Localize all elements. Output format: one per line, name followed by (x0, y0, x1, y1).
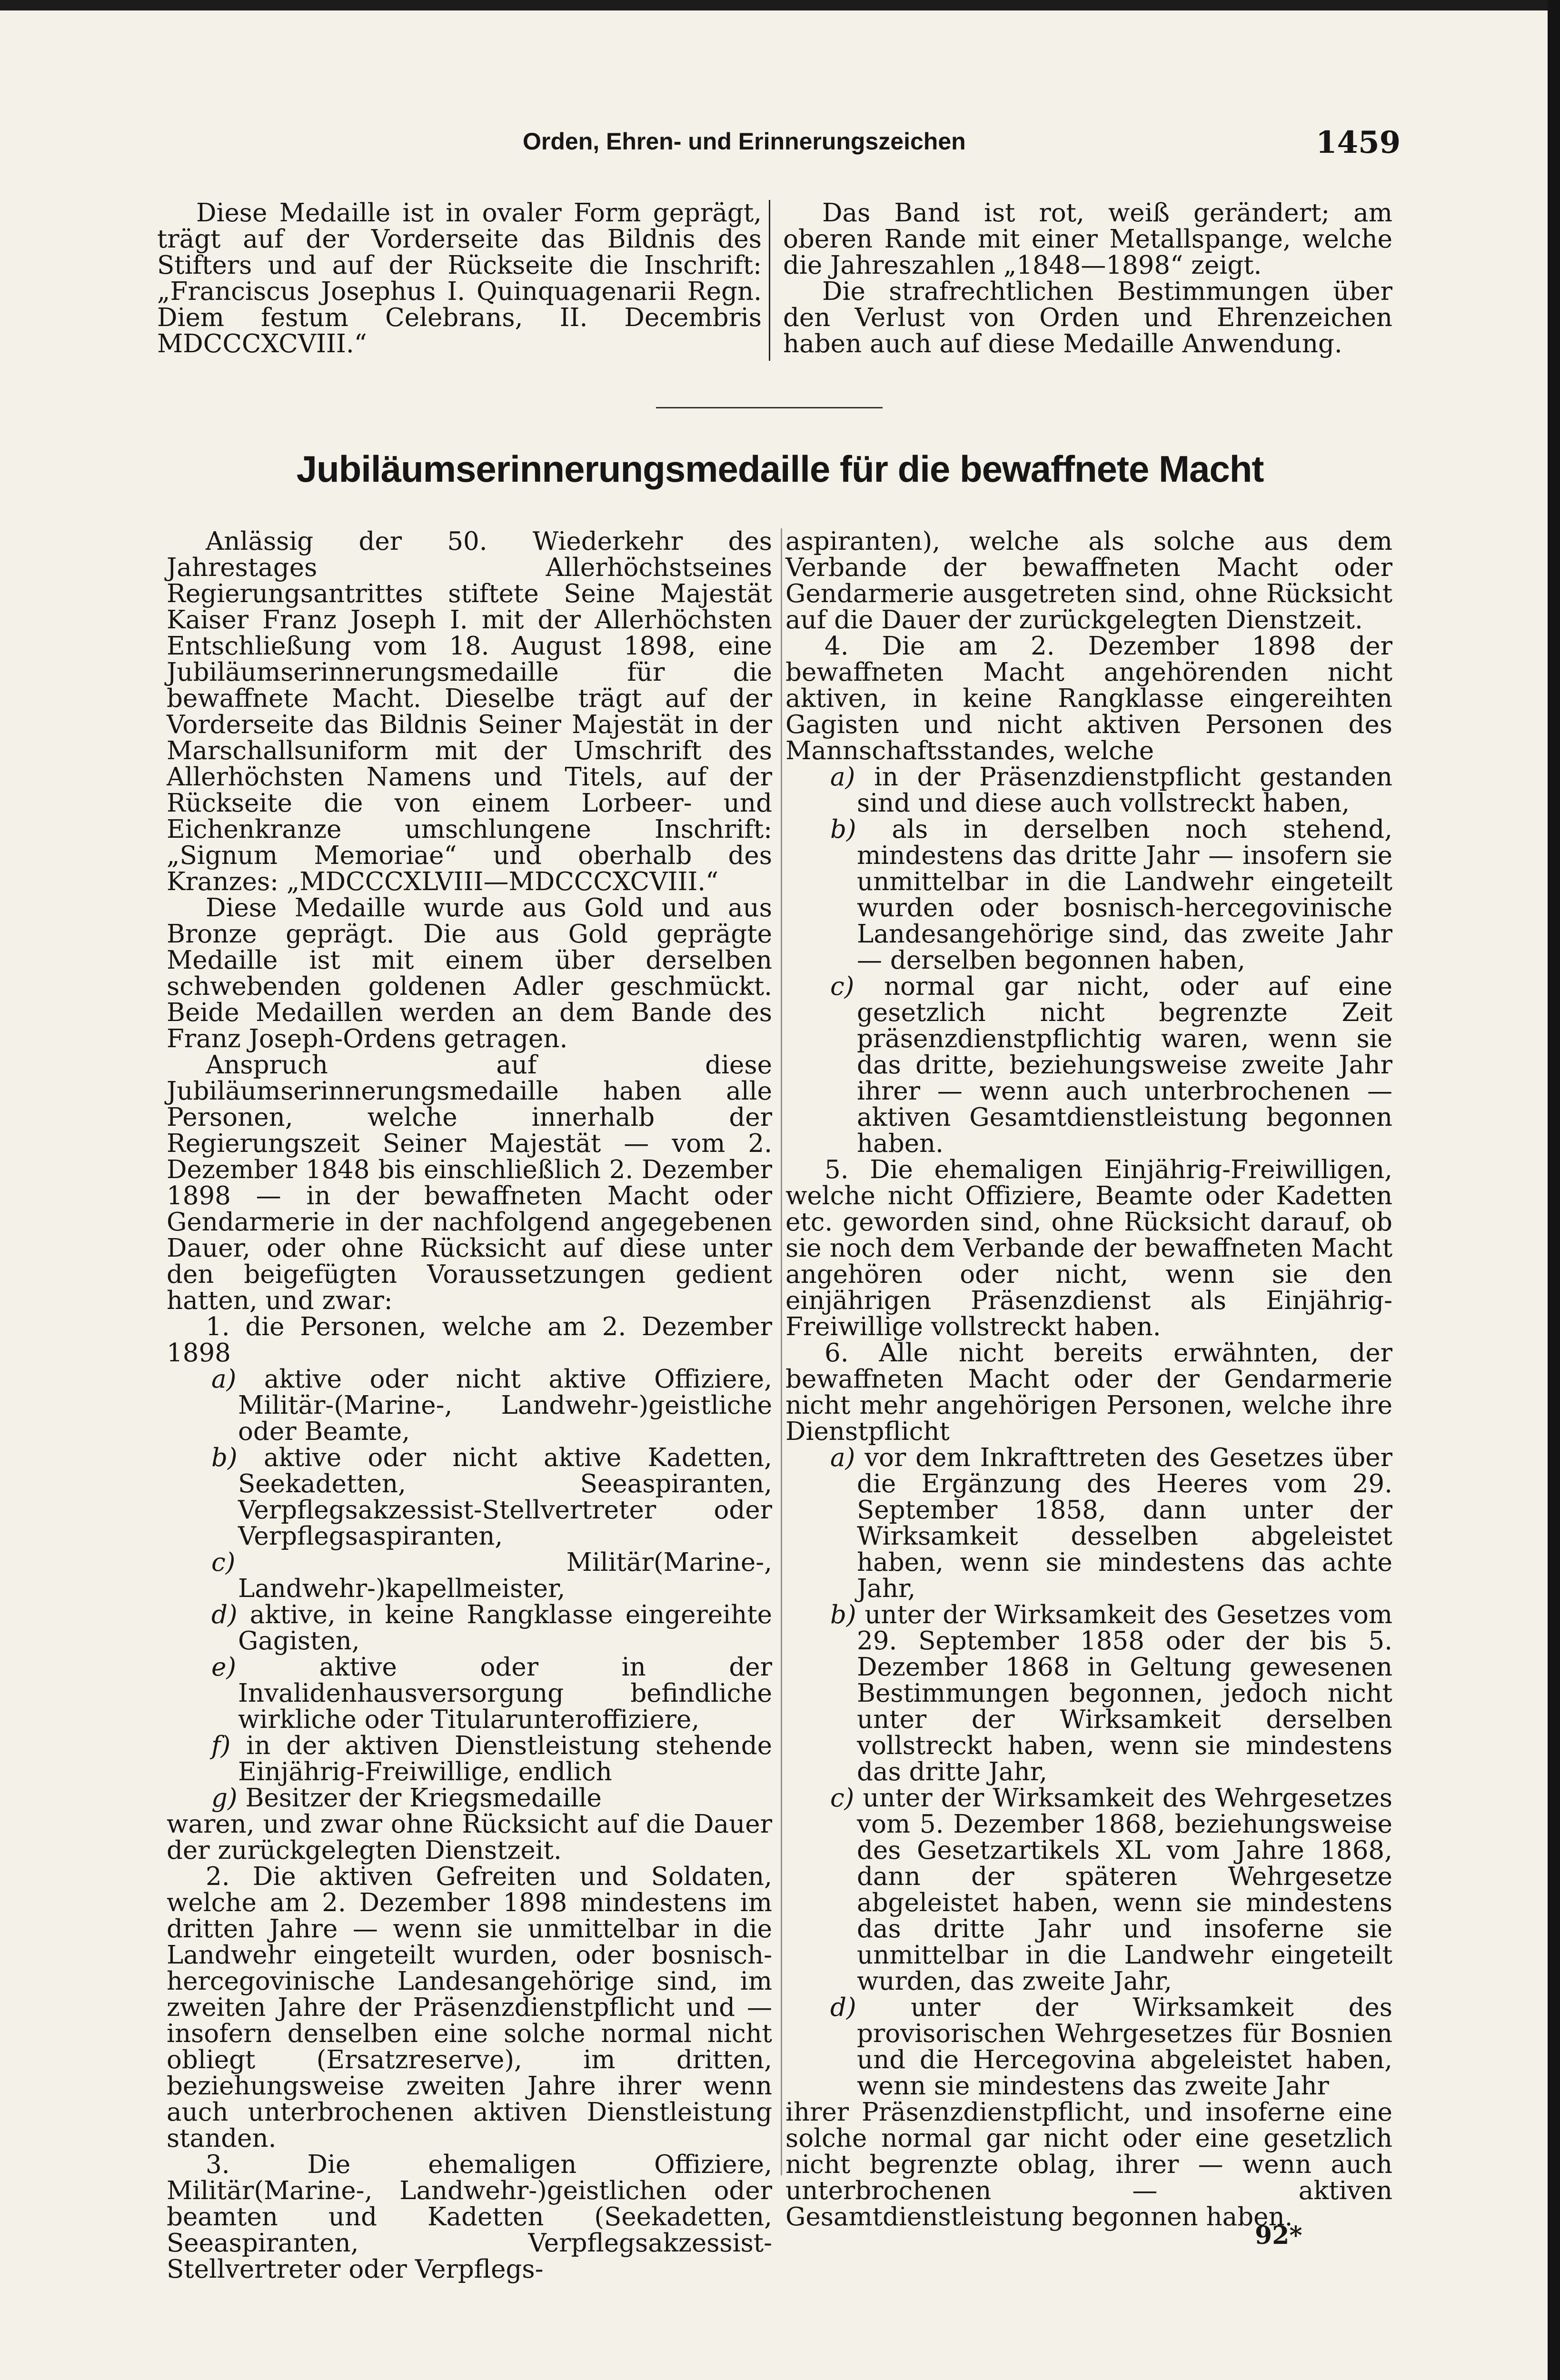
item-label: c) (830, 972, 855, 1001)
left-paragraph-3: Anspruch auf diese Jubiläumserinnerungsmedaille haben alle Personen, welche innerhalb der Regierungszeit Seiner Majestät — vom 2. Dezember 1848 bis einschließlich 2. Dezember 1898 — in der bewaffneten Macht oder Gendarmerie in der nachfolgend angegebenen Dauer, oder ohne Rücksicht auf diese unter den beigefügten Voraussetzungen gedient hatten, und zwar: (167, 1051, 772, 1315)
item-label: c) (211, 1548, 236, 1577)
scan-edge-right (1548, 0, 1560, 2380)
left-paragraph-7: 3. Die ehemaligen Offiziere, Militär(Marine-, Landwehr-)geistlichen oder beamten und Kadetten (Seekadetten, Seeaspiranten, Verpflegsakzessist-Stellvertreter oder Verpflegs- (167, 2150, 772, 2284)
column-divider-top (769, 200, 770, 361)
item-text: unter der Wirksamkeit des provisorischen Wehrgesetzes für Bosnien und die Hercegovina abgeleistet haben, wenn sie mindestens das zweite Jahr (857, 1993, 1392, 2101)
right-paragraph-2: 4. Die am 2. Dezember 1898 der bewaffneten Macht angehörenden nicht aktiven, in keine Rangklasse eingereihten Gagisten und nicht aktiven Personen des Mannschaftsstandes, welche (785, 632, 1392, 765)
item-label: a) (830, 1443, 855, 1472)
right-column (785, 528, 1392, 2230)
item-label: f) (211, 1731, 231, 1760)
left-paragraph-2: Diese Medaille wurde aus Gold und aus Bronze geprägt. Die aus Gold geprägte Medaille ist mit einem über derselben schwebenden goldenen Adler geschmückt. Beide Medaillen werden an dem Bande des Franz Joseph-Ordens getragen. (167, 893, 772, 1053)
list-item (167, 1366, 772, 1445)
item-text: in der aktiven Dienstleistung stehende Einjährig-Freiwillige, endlich (238, 1731, 772, 1786)
top-left-column (157, 200, 762, 357)
signature-mark: 92* (1255, 2221, 1302, 2250)
top-right-paragraph-1: Das Band ist rot, weiß gerändert; am oberen Rande mit einer Metallspange, welche die Jahreszahlen „1848—1898“ zeigt. (783, 198, 1392, 280)
top-right-paragraph-2: Die strafrechtlichen Bestimmungen über den Verlust von Orden und Ehrenzeichen haben auch auf diese Medaille Anwendung. (783, 277, 1392, 358)
item-label: b) (830, 815, 856, 844)
item-label: b) (211, 1443, 238, 1472)
top-right-column (783, 200, 1392, 357)
running-title: Orden, Ehren- und Erinnerungszeichen (523, 128, 966, 155)
right-paragraph-5: ihrer Präsenzdienstpflicht, und insoferne eine solche normal gar nicht oder eine gesetzlich nicht begrenzte oblag, ihrer — wenn auch unterbrochenen — aktiven Gesamtdienstleistung begonnen haben. (785, 2098, 1392, 2231)
item-label: d) (211, 1600, 238, 1629)
page-number: 1459 (1316, 125, 1401, 160)
list-item (785, 1602, 1392, 1785)
left-paragraph-1: Anlässig der 50. Wiederkehr des Jahrestages Allerhöchstseines Regierungsantrittes stiftete Seine Majestät Kaiser Franz Joseph I. mit der Allerhöchsten Entschließung vom 18. August 1898, eine Jubiläumserinnerungsmedaille für die bewaffnete Macht. Dieselbe trägt auf der Vorderseite das Bildnis Seiner Majestät in der Marschallsuniform mit der Umschrift des Allerhöchsten Namens und Titels, auf der Rückseite die von einem Lorbeer- und Eichenkranze umschlungene Inschrift: „Signum Memoriae“ und oberhalb des Kranzes: „MDCCCXLVIII—MDCCCXCVIII.“ (167, 527, 772, 896)
item-label: a) (830, 763, 855, 792)
column-divider-main (781, 528, 782, 2175)
right-paragraph-3: 5. Die ehemaligen Einjährig-Freiwilligen, welche nicht Offiziere, Beamte oder Kadetten etc. geworden sind, ohne Rücksicht darauf, ob sie noch dem Verbande der bewaffneten Macht angehören oder nicht, wenn sie den einjährigen Präsenzdienst als Einjährig-Freiwillige vollstreckt haben. (785, 1155, 1392, 1341)
list-item (785, 764, 1392, 816)
item-text: als in derselben noch stehend, mindestens das dritte Jahr — insofern sie unmittelbar in die Landwehr eingeteilt wurden oder bosnisch-hercegovinische Landesangehörige sind, das zweite Jahr — derselben begonnen haben, (857, 815, 1392, 975)
item-label: c) (830, 1784, 855, 1813)
list-item (167, 1785, 772, 1811)
list-item (785, 816, 1392, 973)
item-text: normal gar nicht, oder auf eine gesetzlich nicht begrenzte Zeit präsenzdienstpflichtig waren, wenn sie das dritte, beziehungsweise zweite Jahr ihrer — wenn auch unterbrochenen — aktiven Gesamtdienstleistung begonnen haben. (857, 972, 1393, 1158)
item-label: e) (211, 1653, 237, 1682)
list-item (167, 1733, 772, 1785)
item-label: b) (830, 1600, 856, 1629)
item-text: Besitzer der Kriegsmedaille (245, 1784, 602, 1813)
item-text: aktive oder in der Invalidenhausversorgung befindliche wirkliche oder Titularunteroffiziere, (238, 1653, 772, 1734)
list-item (167, 1549, 772, 1602)
left-column (167, 528, 772, 2282)
section-rule (656, 407, 883, 408)
list-item (167, 1602, 772, 1654)
item-text: aktive oder nicht aktive Offiziere, Militär-(Marine-, Landwehr-)geistliche oder Beamte, (238, 1365, 772, 1446)
list-item (785, 973, 1392, 1157)
item-text: aktive, in keine Rangklasse eingereihte Gagisten, (238, 1600, 772, 1656)
item-text: Militär(Marine-, Landwehr-)kapellmeister, (238, 1548, 772, 1603)
list-item (167, 1654, 772, 1733)
scan-edge-top (0, 0, 1560, 10)
left-paragraph-6: 2. Die aktiven Gefreiten und Soldaten, welche am 2. Dezember 1898 mindestens im dritten Jahre — wenn sie unmittelbar in die Landwehr eingeteilt wurden, oder bosnisch-hercegovinische Landesangehörige sind, im zweiten Jahre der Präsenzdienstpflicht und — insofern denselben eine solche normal nicht obliegt (Ersatzreserve), im dritten, beziehungsweise zweiten Jahre ihrer wenn auch unterbrochenen aktiven Dienstleistung standen. (167, 1862, 772, 2153)
item-text: vor dem Inkrafttreten des Gesetzes über die Ergänzung des Heeres vom 29. September 1858, dann unter der Wirksamkeit desselben abgeleistet haben, wenn sie mindestens das achte Jahr, (857, 1443, 1392, 1603)
list-item (785, 1994, 1392, 2099)
item-label: d) (830, 1993, 856, 2022)
right-paragraph-1: aspiranten), welche als solche aus dem Verbande der bewaffneten Macht oder Gendarmerie ausgetreten sind, ohne Rücksicht auf die Dauer der zurückgelegten Dienstzeit. (785, 527, 1392, 635)
left-paragraph-4: 1. die Personen, welche am 2. Dezember 1898 (167, 1312, 772, 1368)
item-text: aktive oder nicht aktive Kadetten, Seekadetten, Seeaspiranten, Verpflegsakzessist-Stellvertreter oder Verpflegsaspiranten, (238, 1443, 772, 1551)
list-item (785, 1785, 1392, 1994)
section-title: Jubiläumserinnerungsmedaille für die bewaffnete Macht (296, 448, 1264, 490)
right-paragraph-4: 6. Alle nicht bereits erwähnten, der bewaffneten Macht oder der Gendarmerie nicht mehr angehörigen Personen, welche ihre Dienstpflicht (785, 1339, 1392, 1446)
list-item (167, 1445, 772, 1549)
list-item (785, 1445, 1392, 1602)
item-text: in der Präsenzdienstpflicht gestanden sind und diese auch vollstreckt haben, (857, 763, 1392, 818)
item-label: a) (211, 1365, 237, 1394)
left-paragraph-5: waren, und zwar ohne Rücksicht auf die Dauer der zurückgelegten Dienstzeit. (167, 1810, 772, 1865)
item-label: g) (211, 1784, 238, 1813)
top-left-paragraph: Diese Medaille ist in ovaler Form geprägt, trägt auf der Vorderseite das Bildnis des Stifters und auf der Rückseite die Inschrift: „Franciscus Josephus I. Quinquagenarii Regn. Diem festum Celebrans, II. Decembris MDCCCXCVIII.“ (157, 198, 762, 358)
item-text: unter der Wirksamkeit des Gesetzes vom 29. September 1858 oder der bis 5. Dezember 1868 in Geltung gewesenen Bestimmungen begonnen, jedoch nicht unter der Wirksamkeit derselben vollstreckt haben, wenn sie mindestens das dritte Jahr, (857, 1600, 1392, 1786)
item-text: unter der Wirksamkeit des Wehrgesetzes vom 5. Dezember 1868, beziehungsweise des Gesetzartikels XL vom Jahre 1868, dann der späteren Wehrgesetze abgeleistet haben, wenn sie mindestens das dritte Jahr und insoferne sie unmittelbar in die Landwehr eingeteilt wurden, das zweite Jahr, (857, 1784, 1392, 1996)
